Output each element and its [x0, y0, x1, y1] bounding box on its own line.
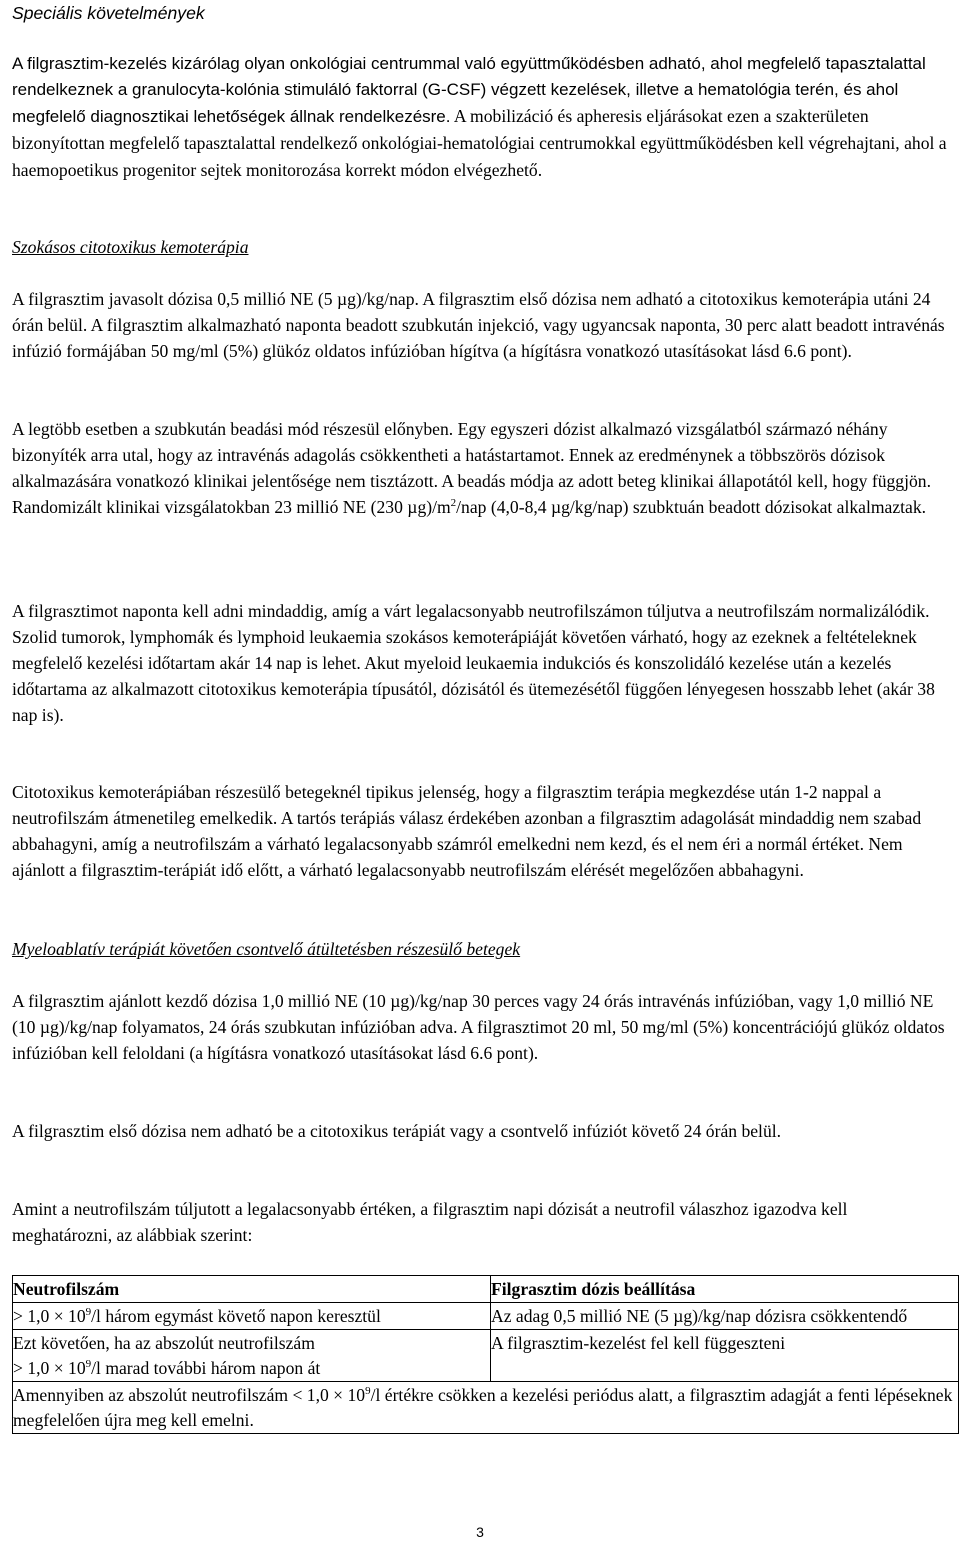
myelo-heading: Myeloablatív terápiát követően csontvelő átültetésben részesülő betegek [12, 939, 521, 959]
row2-neutrophil-condition: /l marad további három napon át [91, 1358, 321, 1378]
chemo-paragraph-route [12, 416, 948, 520]
row3-note [13, 1382, 959, 1434]
table-row [13, 1303, 959, 1330]
chemo-paragraph-duration: A filgrasztimot naponta kell adni mindaddig, amíg a várt legalacsonyabb neutrofilszámon túljutva a neutrofilszám normalizálódik. Szolid tumorok, lymphomák és lymphoid leukaemia szokásos kemoterápiáját követően várható, hogy az ezeknek a feltételeknek megfelelő kezelési időtartam akár 14 nap is lehet. Akut myeloid leukaemia indukciós és konszolidáló kezelése után a kezelés időtartama az alkalmazott citotoxikus kemoterápia típusától, dózisától és ütemezésétől függően lényegesen hosszabb lehet (akár 38 nap is). [12, 601, 935, 725]
special-paragraph-part-1: A filgrasztim-kezelés kizárólag olyan onkológiai centrummal való együttműködésben adható, ahol megfelelő tapasztalattal rendelkeznek a granulocyta-kolónia stimuláló faktorral (G-CSF) végzett kezelések, illetve a hematológia terén, és ahol megfelelő diagnosztikai lehetőségek állnak rendelkezésre. [12, 54, 926, 126]
row1-neutrophil [13, 1303, 491, 1330]
row1-exponent: 9 [85, 1306, 92, 1318]
special-paragraph-part-2: A mobilizáció és apheresis eljárásokat ezen a szakterületen bizonyítottan megfelelő tapasztalattal rendelkező onkológiai-hematológiai centrumokkal együttműködésben kell végrehajtani, ahol a haemopoetikus progenitor sejtek monitorozása korrekt módon elvégezhető. [12, 106, 947, 180]
row2-dose: A filgrasztim-kezelést fel kell függeszteni [491, 1330, 959, 1382]
row3-note-text-2: /l értékre csökken a kezelési periódus alatt, a filgrasztim adagját a fenti lépéseknek megfelelően újra meg kell emelni. [13, 1385, 953, 1430]
row1-neutrophil-condition: /l három egymást követő napon keresztül [91, 1306, 381, 1326]
table-row [13, 1330, 959, 1382]
chemo-heading: Szokásos citotoxikus kemoterápia [12, 237, 249, 257]
dose-adjustment-table [12, 1275, 959, 1434]
chemo-route-text-2: /nap (4,0-8,4 µg/kg/nap) szubktuán beadott dózisokat alkalmaztak. [456, 497, 927, 517]
row3-note-text-1: Amennyiben az abszolút neutrofilszám < 1,0 × 10 [13, 1385, 366, 1405]
row3-exponent: 9 [365, 1385, 371, 1397]
row2-neutrophil-line1: Ezt követően, ha az abszolút neutrofilszám [13, 1333, 315, 1353]
header-neutrophil: Neutrofilszám [13, 1276, 491, 1303]
myelo-paragraph-first-dose: A filgrasztim első dózisa nem adható be a citotoxikus terápiát vagy a csontvelő infúziót követő 24 órán belül. [12, 1121, 782, 1141]
chemo-route-superscript: 2 [450, 497, 457, 509]
table-header-row [13, 1276, 959, 1303]
chemo-paragraph-response: Citotoxikus kemoterápiában részesülő betegeknél tipikus jelenség, hogy a filgrasztim terápia megkezdése után 1-2 nappal a neutrofilszám átmenetileg emelkedik. A tartós terápiás válasz érdekében azonban a filgrasztim adagolását mindaddig nem szabad abbahagyni, amíg a neutrofilszám a várható legalacsonyabb számról emelkedni nem kezd, és el nem éri a normál értéket. Nem ajánlott a filgrasztim-terápiát idő előtt, a várható legalacsonyabb neutrofilszám elérését megelőzően abbahagyni. [12, 782, 922, 880]
chemo-route-text-1: A legtöbb esetben a szubkután beadási mód részesül előnyben. Egy egyszeri dózist alkalmazó vizsgálatból származó néhány bizonyíték arra utal, hogy az intravénás adagolás csökkentheti a hatástartamot. Ennek az eredménynek a többszörös dózisok alkalmazására vonatkozó klinikai jelentősége nem tisztázott. A beadás módja az adott beteg klinikai állapotától kell, hogy függjön. Randomizált klinikai vizsgálatokban 23 millió NE (230 µg)/m [12, 419, 931, 517]
myelo-paragraph-adjust: Amint a neutrofilszám túljutott a legalacsonyabb értéken, a filgrasztim napi dózisát a neutrofil válaszhoz igazodva kell meghatározni, az alábbiak szerint: [12, 1199, 848, 1245]
row2-neutrophil [13, 1330, 491, 1382]
myelo-paragraph-dose: A filgrasztim ajánlott kezdő dózisa 1,0 millió NE (10 µg)/kg/nap 30 perces vagy 24 órás intravénás infúzióban, vagy 1,0 millió NE (10 µg)/kg/nap folyamatos, 24 órás szubkutan infúzióban adva. A filgrasztimot 20 ml, 50 mg/ml (5%) koncentrációjú glükóz oldatos infúzióban kell feloldani (a hígításra vonatkozó utasításokat lásd 6.6 pont). [12, 991, 945, 1063]
row2-exponent: 9 [85, 1358, 92, 1370]
page-number: 3 [476, 1524, 484, 1540]
header-dose-adjustment: Filgrasztim dózis beállítása [491, 1276, 959, 1303]
section-title: Speciális követelmények [12, 3, 205, 23]
row1-neutrophil-value: > 1,0 × 10 [13, 1306, 86, 1326]
row1-dose: Az adag 0,5 millió NE (5 µg)/kg/nap dózisra csökkentendő [491, 1303, 959, 1330]
table-row [13, 1382, 959, 1434]
special-paragraph [12, 51, 948, 184]
chemo-paragraph-dose: A filgrasztim javasolt dózisa 0,5 millió NE (5 µg)/kg/nap. A filgrasztim első dózisa nem adható a citotoxikus kemoterápia utáni 24 órán belül. A filgrasztim alkalmazható naponta beadott szubkután injekció, vagy ugyancsak naponta, 30 perc alatt beadott intravénás infúzió formájában 50 mg/ml (5%) glükóz oldatos infúzióban hígítva (a hígításra vonatkozó utasításokat lásd 6.6 pont). [12, 289, 945, 361]
row2-neutrophil-value: > 1,0 × 10 [13, 1358, 86, 1378]
